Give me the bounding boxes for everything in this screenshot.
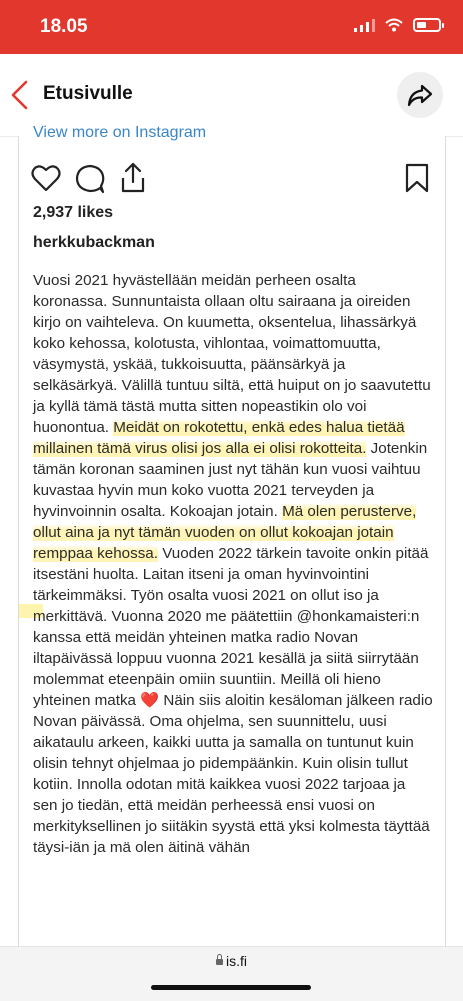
heart-icon[interactable] xyxy=(31,164,61,192)
url-text: is.fi xyxy=(226,953,247,969)
url-field[interactable] xyxy=(0,953,463,969)
instagram-embed xyxy=(18,124,446,946)
send-icon[interactable] xyxy=(119,162,147,194)
comment-icon[interactable] xyxy=(75,164,105,194)
caption-highlight-1: Meidät on rokotettu, enkä edes halua tietää millainen tämä virus olisi jos alla ei olisi rokotteita. xyxy=(33,419,405,457)
bookmark-icon[interactable] xyxy=(405,163,429,193)
caption-part-4: :n kanssa että meidän yhteinen matka radio Novan iltapäivässä loppuu vuonna 2021 kesällä ja siitä siirrytään molemmat eteenpäin omiin suuntiin. Meillä oli hieno yhteinen matka xyxy=(33,608,420,709)
battery-icon xyxy=(413,18,441,32)
heart-emoji: ❤️ xyxy=(140,692,160,709)
lock-icon xyxy=(216,959,223,965)
status-time: 18.05 xyxy=(40,16,88,37)
mention-link[interactable]: @honkamaisteri xyxy=(296,608,407,625)
caption-part-3: Vuoden 2022 tärkein tavoite onkin pitää itsestäni huolta. Laitan itseni ja oman hyvinvointini tärkeimmäksi. Työn osalta vuosi 2021 on ollut iso ja merkittävä. Vuonna 2020 me päätettiin xyxy=(33,545,429,625)
share-button[interactable] xyxy=(397,72,443,118)
back-chevron-icon xyxy=(8,78,32,112)
caption-part-1: Vuosi 2021 hyvästellään meidän perheen osalta koronassa. Sunnuntaista ollaan oltu sairaana ja oireiden kirjo on vaihteleva. On kuumetta, oksentelua, lihassärkyä koko kehossa, kolotusta, vihlontaa, voimattomuutta, väsymystä, yskää, tukkoisuutta, päänsärkyä ja selkäsärkyä. Välillä tuntuu siltä, että huiput on jo saavutettu ja kyllä tämä tästä mutta sitten nopeastikin olo voi huonontua. xyxy=(33,272,431,436)
home-indicator[interactable] xyxy=(151,985,311,990)
share-icon xyxy=(407,83,433,107)
caption-highlight-2: Mä olen perusterve, ollut aina ja nyt tämän vuoden on ollut kokoajan jotain remppaa kehossa. xyxy=(33,503,417,562)
status-bar xyxy=(0,0,463,54)
caption-part-2: Jotenkin tämän koronan saaminen just nyt tähän kun vuosi vaihtuu kuvastaa hyvin mun koko vuotta 2021 terveyden ja hyvinvoinnin osalta. Kokoajan jotain. xyxy=(33,440,428,520)
back-button[interactable] xyxy=(8,78,32,112)
caption-text xyxy=(33,270,433,858)
post-caption xyxy=(33,270,433,858)
post-actions xyxy=(31,164,433,196)
post-username[interactable]: herkkubackman xyxy=(33,234,155,251)
signal-icon xyxy=(354,18,375,32)
wifi-icon xyxy=(385,18,403,32)
view-more-link[interactable]: View more on Instagram xyxy=(33,124,207,141)
status-icons xyxy=(354,18,441,32)
browser-bottom-bar xyxy=(0,946,463,1001)
likes-count[interactable]: 2,937 likes xyxy=(33,204,114,221)
caption-part-5: Näin siis aloitin kesäloman jälkeen radio Novan päivässä. Oma ohjelma, sen suunnittelu, uusi aikataulu arkeen, kaikki uutta ja samalla on tuntunut kuin olisin tehnyt ohjelmaa jo pidempäänkin. Kuin olisin tullut kotiin. Innolla odotan mitä kaikkea vuosi 2022 tarjoaa ja sen jo tiedän, että meidän perheessä ensi vuosi on merkityksellinen jo siitäkin syystä että yksi kolmesta täyttää täysi-iän ja mä olen äitinä vähän xyxy=(33,692,433,856)
back-label[interactable]: Etusivulle xyxy=(43,83,133,104)
